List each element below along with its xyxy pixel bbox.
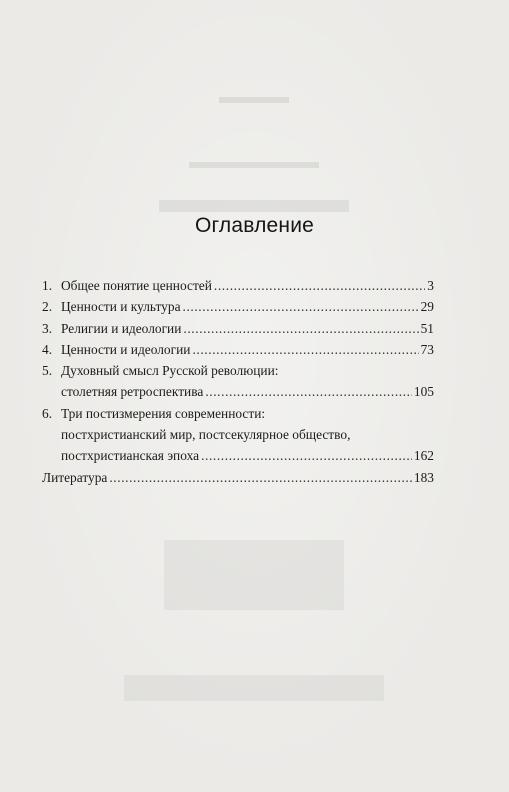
toc-title: Ценности и идеологии	[61, 341, 191, 357]
bleed-through-decoration	[0, 675, 509, 704]
toc-entry-5[interactable]	[42, 360, 434, 403]
toc-title-continued: столетняя ретроспектива	[61, 384, 204, 400]
toc-line	[42, 360, 434, 381]
dot-leader	[214, 275, 425, 296]
toc-title: Литература	[42, 469, 108, 485]
bleed-through-decoration	[0, 540, 509, 613]
toc-entry-1[interactable]	[42, 275, 434, 296]
toc-title: Три постизмерения современности:	[61, 405, 266, 421]
toc-line	[42, 318, 434, 339]
toc-page-number: 183	[413, 469, 434, 485]
toc-title-continued: постхристианская эпоха	[61, 448, 200, 464]
toc-number: 3.	[42, 320, 53, 336]
toc-page-number: 105	[413, 384, 434, 400]
toc-title: Религии и идеологии	[61, 320, 182, 336]
dot-leader	[201, 445, 412, 466]
dot-leader	[192, 339, 418, 360]
table-of-contents	[42, 275, 434, 488]
dot-leader	[205, 381, 412, 402]
toc-title: Общее понятие ценностей	[61, 278, 212, 293]
toc-line	[42, 339, 434, 360]
toc-title: Ценности и культура	[61, 299, 181, 315]
dot-leader	[183, 296, 419, 317]
toc-page-number: 73	[420, 341, 434, 357]
toc-number: 2.	[42, 299, 53, 315]
toc-number: 6.	[42, 405, 53, 421]
toc-title-continued: постхристианский мир, постсекулярное общество,	[61, 427, 351, 443]
page-title: Оглавление	[194, 214, 315, 237]
toc-line	[42, 296, 434, 317]
toc-number: 5.	[42, 363, 53, 379]
toc-entry-bibliography[interactable]	[42, 467, 434, 488]
toc-line	[42, 424, 434, 445]
toc-page-number: 51	[420, 320, 434, 336]
bleed-through-decoration	[0, 95, 509, 106]
toc-page-number: 3	[427, 278, 434, 293]
bleed-through-decoration	[0, 160, 509, 171]
toc-title: Духовный смысл Русской революции:	[61, 363, 279, 379]
toc-number: 1.	[42, 278, 53, 293]
toc-page-number: 29	[420, 299, 434, 315]
bleed-through-decoration	[0, 200, 509, 215]
dot-leader	[109, 467, 412, 488]
toc-entry-6[interactable]	[42, 403, 434, 467]
toc-line	[42, 275, 434, 296]
toc-number: 4.	[42, 341, 53, 357]
toc-line	[42, 403, 434, 424]
toc-entry-4[interactable]	[42, 339, 434, 360]
toc-entry-2[interactable]	[42, 296, 434, 317]
toc-line	[42, 445, 434, 466]
dot-leader	[183, 318, 418, 339]
toc-page-number: 162	[413, 448, 434, 464]
toc-entry-3[interactable]	[42, 318, 434, 339]
toc-line	[42, 381, 434, 402]
toc-line	[42, 467, 434, 488]
